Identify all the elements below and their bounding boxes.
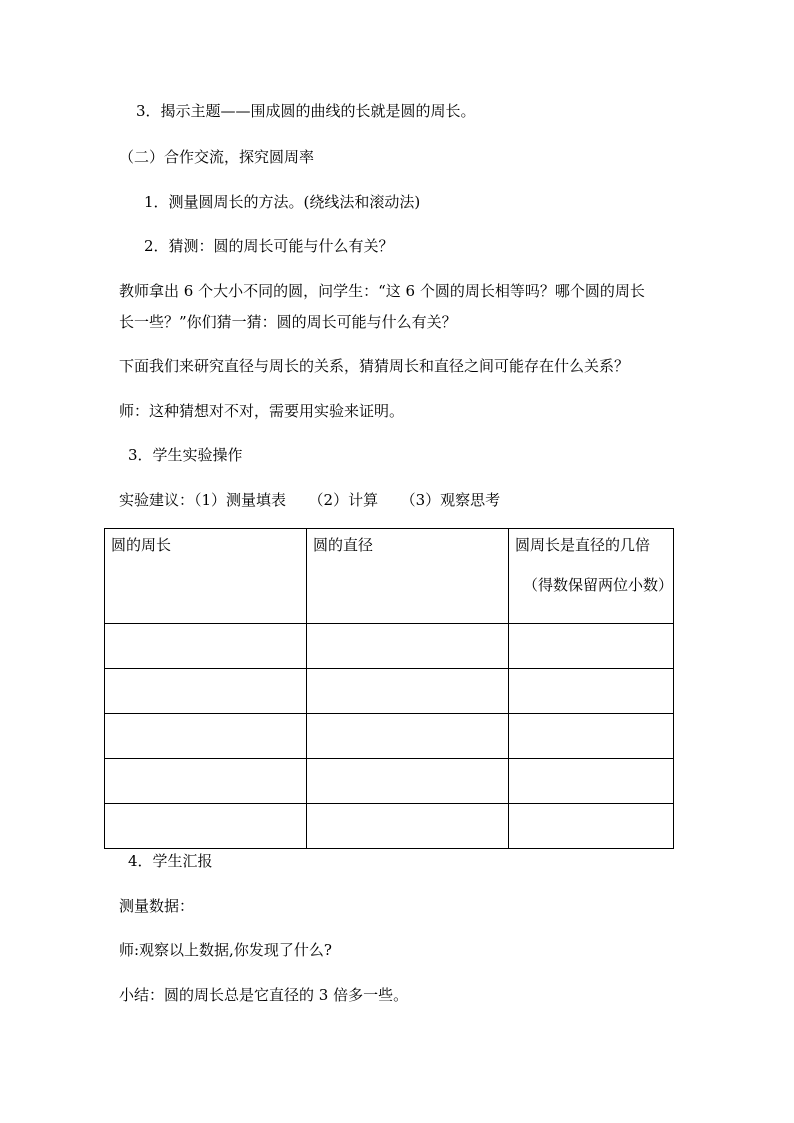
table-cell[interactable]: [509, 624, 674, 669]
table-cell[interactable]: [307, 714, 509, 759]
table-row: [105, 804, 674, 849]
step-3-experiment: 3．学生实验操作: [128, 446, 243, 464]
table-cell[interactable]: [307, 759, 509, 804]
table-cell[interactable]: [307, 804, 509, 849]
paragraph-teacher-proof: 师：这种猜想对不对，需要用实验来证明。: [119, 402, 405, 420]
header-circumference: 圆的周长: [105, 529, 307, 624]
measurement-data-label: 测量数据：: [119, 897, 195, 915]
experiment-suggestions: 实验建议：（1）测量填表 （2）计算 （3）观察思考: [119, 491, 501, 509]
table-cell[interactable]: [307, 669, 509, 714]
table-cell[interactable]: [509, 804, 674, 849]
table-cell[interactable]: [509, 714, 674, 759]
experiment-table: [104, 528, 674, 849]
step-4-report: 4．学生汇报: [128, 852, 213, 870]
paragraph-teacher-question-2: 长一些？”你们猜一猜：圆的周长可能与什么有关？: [119, 313, 457, 331]
header-diameter: 圆的直径: [307, 529, 509, 624]
teacher-observe-question: 师:观察以上数据,你发现了什么?: [119, 941, 332, 959]
table-cell[interactable]: [105, 759, 307, 804]
table-cell[interactable]: [509, 669, 674, 714]
table-cell[interactable]: [105, 669, 307, 714]
section-heading-2: （二）合作交流，探究圆周率: [119, 148, 315, 166]
table-row: [105, 669, 674, 714]
table-cell[interactable]: [105, 804, 307, 849]
summary: 小结：圆的周长总是它直径的 3 倍多一些。: [119, 986, 409, 1004]
header-ratio-label: 圆周长是直径的几倍: [515, 536, 651, 554]
table-cell[interactable]: [105, 624, 307, 669]
table-cell[interactable]: [307, 624, 509, 669]
table-row: [105, 624, 674, 669]
header-ratio: [509, 529, 674, 624]
step-1-method: 1．测量圆周长的方法。(绕线法和滚动法): [144, 193, 421, 211]
table-cell[interactable]: [105, 714, 307, 759]
paragraph-teacher-question-1: 教师拿出 6 个大小不同的圆，问学生：“这 6 个圆的周长相等吗？哪个圆的周长: [119, 282, 645, 300]
step-3-topic: 3．揭示主题——围成圆的曲线的长就是圆的周长。: [136, 102, 476, 120]
table-row: [105, 759, 674, 804]
table-cell[interactable]: [509, 759, 674, 804]
step-2-guess: 2．猜测：圆的周长可能与什么有关？: [144, 237, 394, 255]
table-row: [105, 714, 674, 759]
paragraph-research: 下面我们来研究直径与周长的关系，猜猜周长和直径之间可能存在什么关系？: [119, 357, 630, 375]
table-header-row: [105, 529, 674, 624]
header-ratio-note: （得数保留两位小数）: [523, 576, 674, 594]
